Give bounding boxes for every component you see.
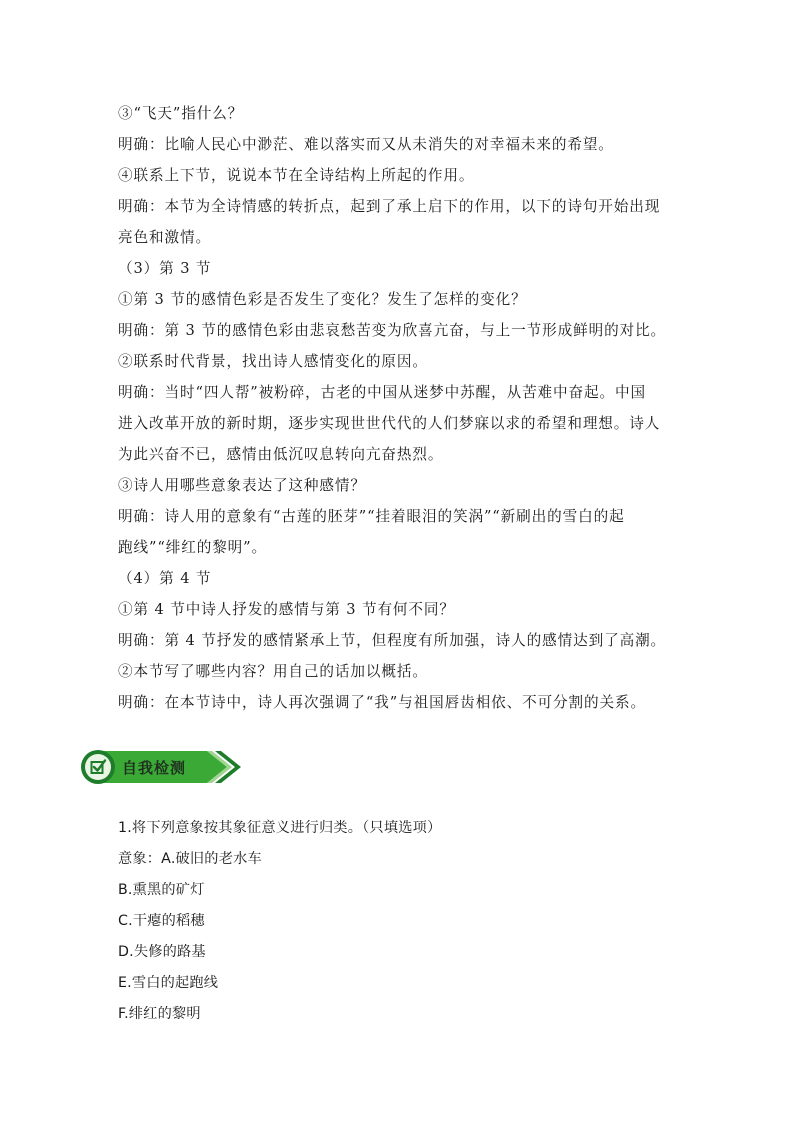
question-line: ④联系上下节，说说本节在全诗结构上所起的作用。	[118, 167, 475, 184]
answer-line: 明确：当时“四人帮”被粉碎，古老的中国从迷梦中苏醒，从苦难中奋起。中国	[118, 384, 647, 401]
banner-title: 自我检测	[122, 759, 187, 777]
quiz-question: 1.将下列意象按其象征意义进行归类。（只填选项）	[118, 820, 442, 836]
question-line: ③诗人用哪些意象表达了这种感情？	[118, 477, 366, 494]
answer-line: 明确：第 3 节的感情色彩由悲哀愁苦变为欣喜亢奋，与上一节形成鲜明的对比。	[118, 322, 667, 339]
answer-line: 明确：本节为全诗情感的转折点，起到了承上启下的作用，以下的诗句开始出现	[118, 198, 661, 215]
answer-line: 明确：比喻人民心中渺茫、难以落实而又从未消失的对幸福未来的希望。	[118, 136, 614, 153]
question-line: ②本节写了哪些内容？用自己的话加以概括。	[118, 663, 428, 680]
quiz-option: 意象：A.破旧的老水车	[118, 851, 262, 867]
quiz-option: B.熏黑的矿灯	[118, 882, 205, 898]
answer-line: 为此兴奋不已，感情由低沉叹息转向亢奋热烈。	[118, 446, 444, 463]
question-line: ①第 4 节中诗人抒发的感情与第 3 节有何不同？	[118, 601, 455, 618]
question-line: ③“飞天”指什么？	[118, 105, 244, 122]
answer-line: 明确：在本节诗中，诗人再次强调了“我”与祖国唇齿相依、不可分割的关系。	[118, 694, 647, 711]
quiz-section	[118, 813, 678, 1030]
answer-line: 跑线”“绯红的黎明”。	[118, 539, 268, 556]
section-heading: （4）第 4 节	[118, 570, 212, 587]
answer-line: 明确：第 4 节抒发的感情紧承上节，但程度有所加强，诗人的感情达到了高潮。	[118, 632, 667, 649]
self-check-banner	[79, 748, 244, 786]
quiz-option: F.绯红的黎明	[118, 1006, 201, 1022]
answer-line: 进入改革开放的新时期，逐步实现世世代代的人们梦寐以求的希望和理想。诗人	[118, 415, 661, 432]
question-line: ①第 3 节的感情色彩是否发生了变化？发生了怎样的变化？	[118, 291, 527, 308]
question-line: ②联系时代背景，找出诗人感情变化的原因。	[118, 353, 428, 370]
section-heading: （3）第 3 节	[118, 260, 212, 277]
answer-line: 亮色和激情。	[118, 229, 211, 246]
quiz-option: E.雪白的起跑线	[118, 975, 219, 991]
analysis-section	[118, 98, 680, 718]
answer-line: 明确：诗人用的意象有“古莲的胚芽”“挂着眼泪的笑涡”“新刷出的雪白的起	[118, 508, 625, 525]
quiz-option: D.失修的路基	[118, 944, 206, 960]
quiz-option: C.干瘪的稻穗	[118, 913, 205, 929]
